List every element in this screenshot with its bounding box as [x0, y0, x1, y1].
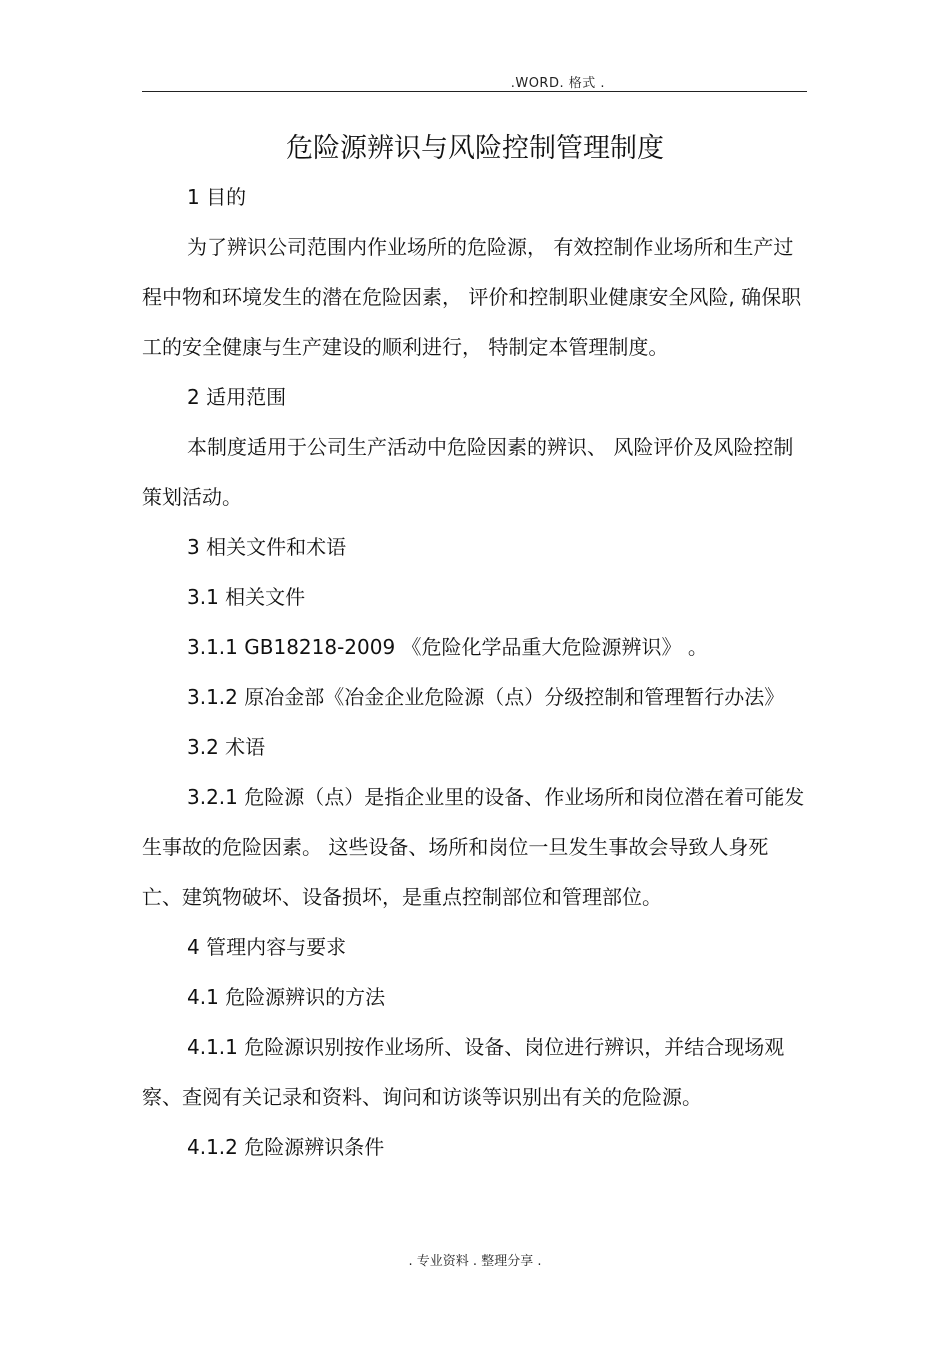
paragraph-purpose: 为了辨识公司范围内作业场所的危险源， 有效控制作业场所和生产过程中物和环境发生的潜在危险因素， 评价和控制职业健康安全风险, 确保职工的安全健康与生产建设的顺利进行， 特制定本管理制度。: [142, 235, 802, 359]
page-header: .WORD. 格式 .: [510, 76, 605, 91]
paragraph-doc-3-1-1: 3.1.1 GB18218-2009 《危险化学品重大危险源辨识》 。: [187, 635, 708, 659]
subsection-heading-terms: 3.2 术语: [187, 735, 266, 759]
header-rule: [142, 91, 807, 92]
subsection-heading-related-documents: 3.1 相关文件: [187, 585, 306, 609]
section-heading-management: 4 管理内容与要求: [187, 935, 347, 959]
subsection-heading-methods: 4.1 危险源辨识的方法: [187, 985, 386, 1009]
paragraph-conditions-4-1-2: 4.1.2 危险源辨识条件: [187, 1135, 385, 1159]
paragraph-method-4-1-1: 4.1.1 危险源识别按作业场所、设备、岗位进行辨识，并结合现场观察、查阅有关记录和资料、询问和访谈等识别出有关的危险源。: [142, 1035, 785, 1109]
section-heading-documents-terms: 3 相关文件和术语: [187, 535, 347, 559]
section-heading-purpose: 1 目的: [187, 185, 247, 209]
page-footer: . 专业资料 . 整理分享 .: [408, 1254, 542, 1269]
document-title: 危险源辨识与风险控制管理制度: [286, 133, 664, 164]
document-body: [142, 172, 807, 1172]
paragraph-term-3-2-1: 3.2.1 危险源（点）是指企业里的设备、作业场所和岗位潜在着可能发生事故的危险因素。 这些设备、场所和岗位一旦发生事故会导致人身死亡、建筑物破坏、设备损坏，是重点控制部位和管理部位。: [142, 785, 805, 909]
section-heading-scope: 2 适用范围: [187, 385, 287, 409]
paragraph-doc-3-1-2: 3.1.2 原冶金部《冶金企业危险源（点）分级控制和管理暂行办法》: [187, 685, 785, 709]
paragraph-scope: 本制度适用于公司生产活动中危险因素的辨识、 风险评价及风险控制策划活动。: [142, 435, 794, 509]
